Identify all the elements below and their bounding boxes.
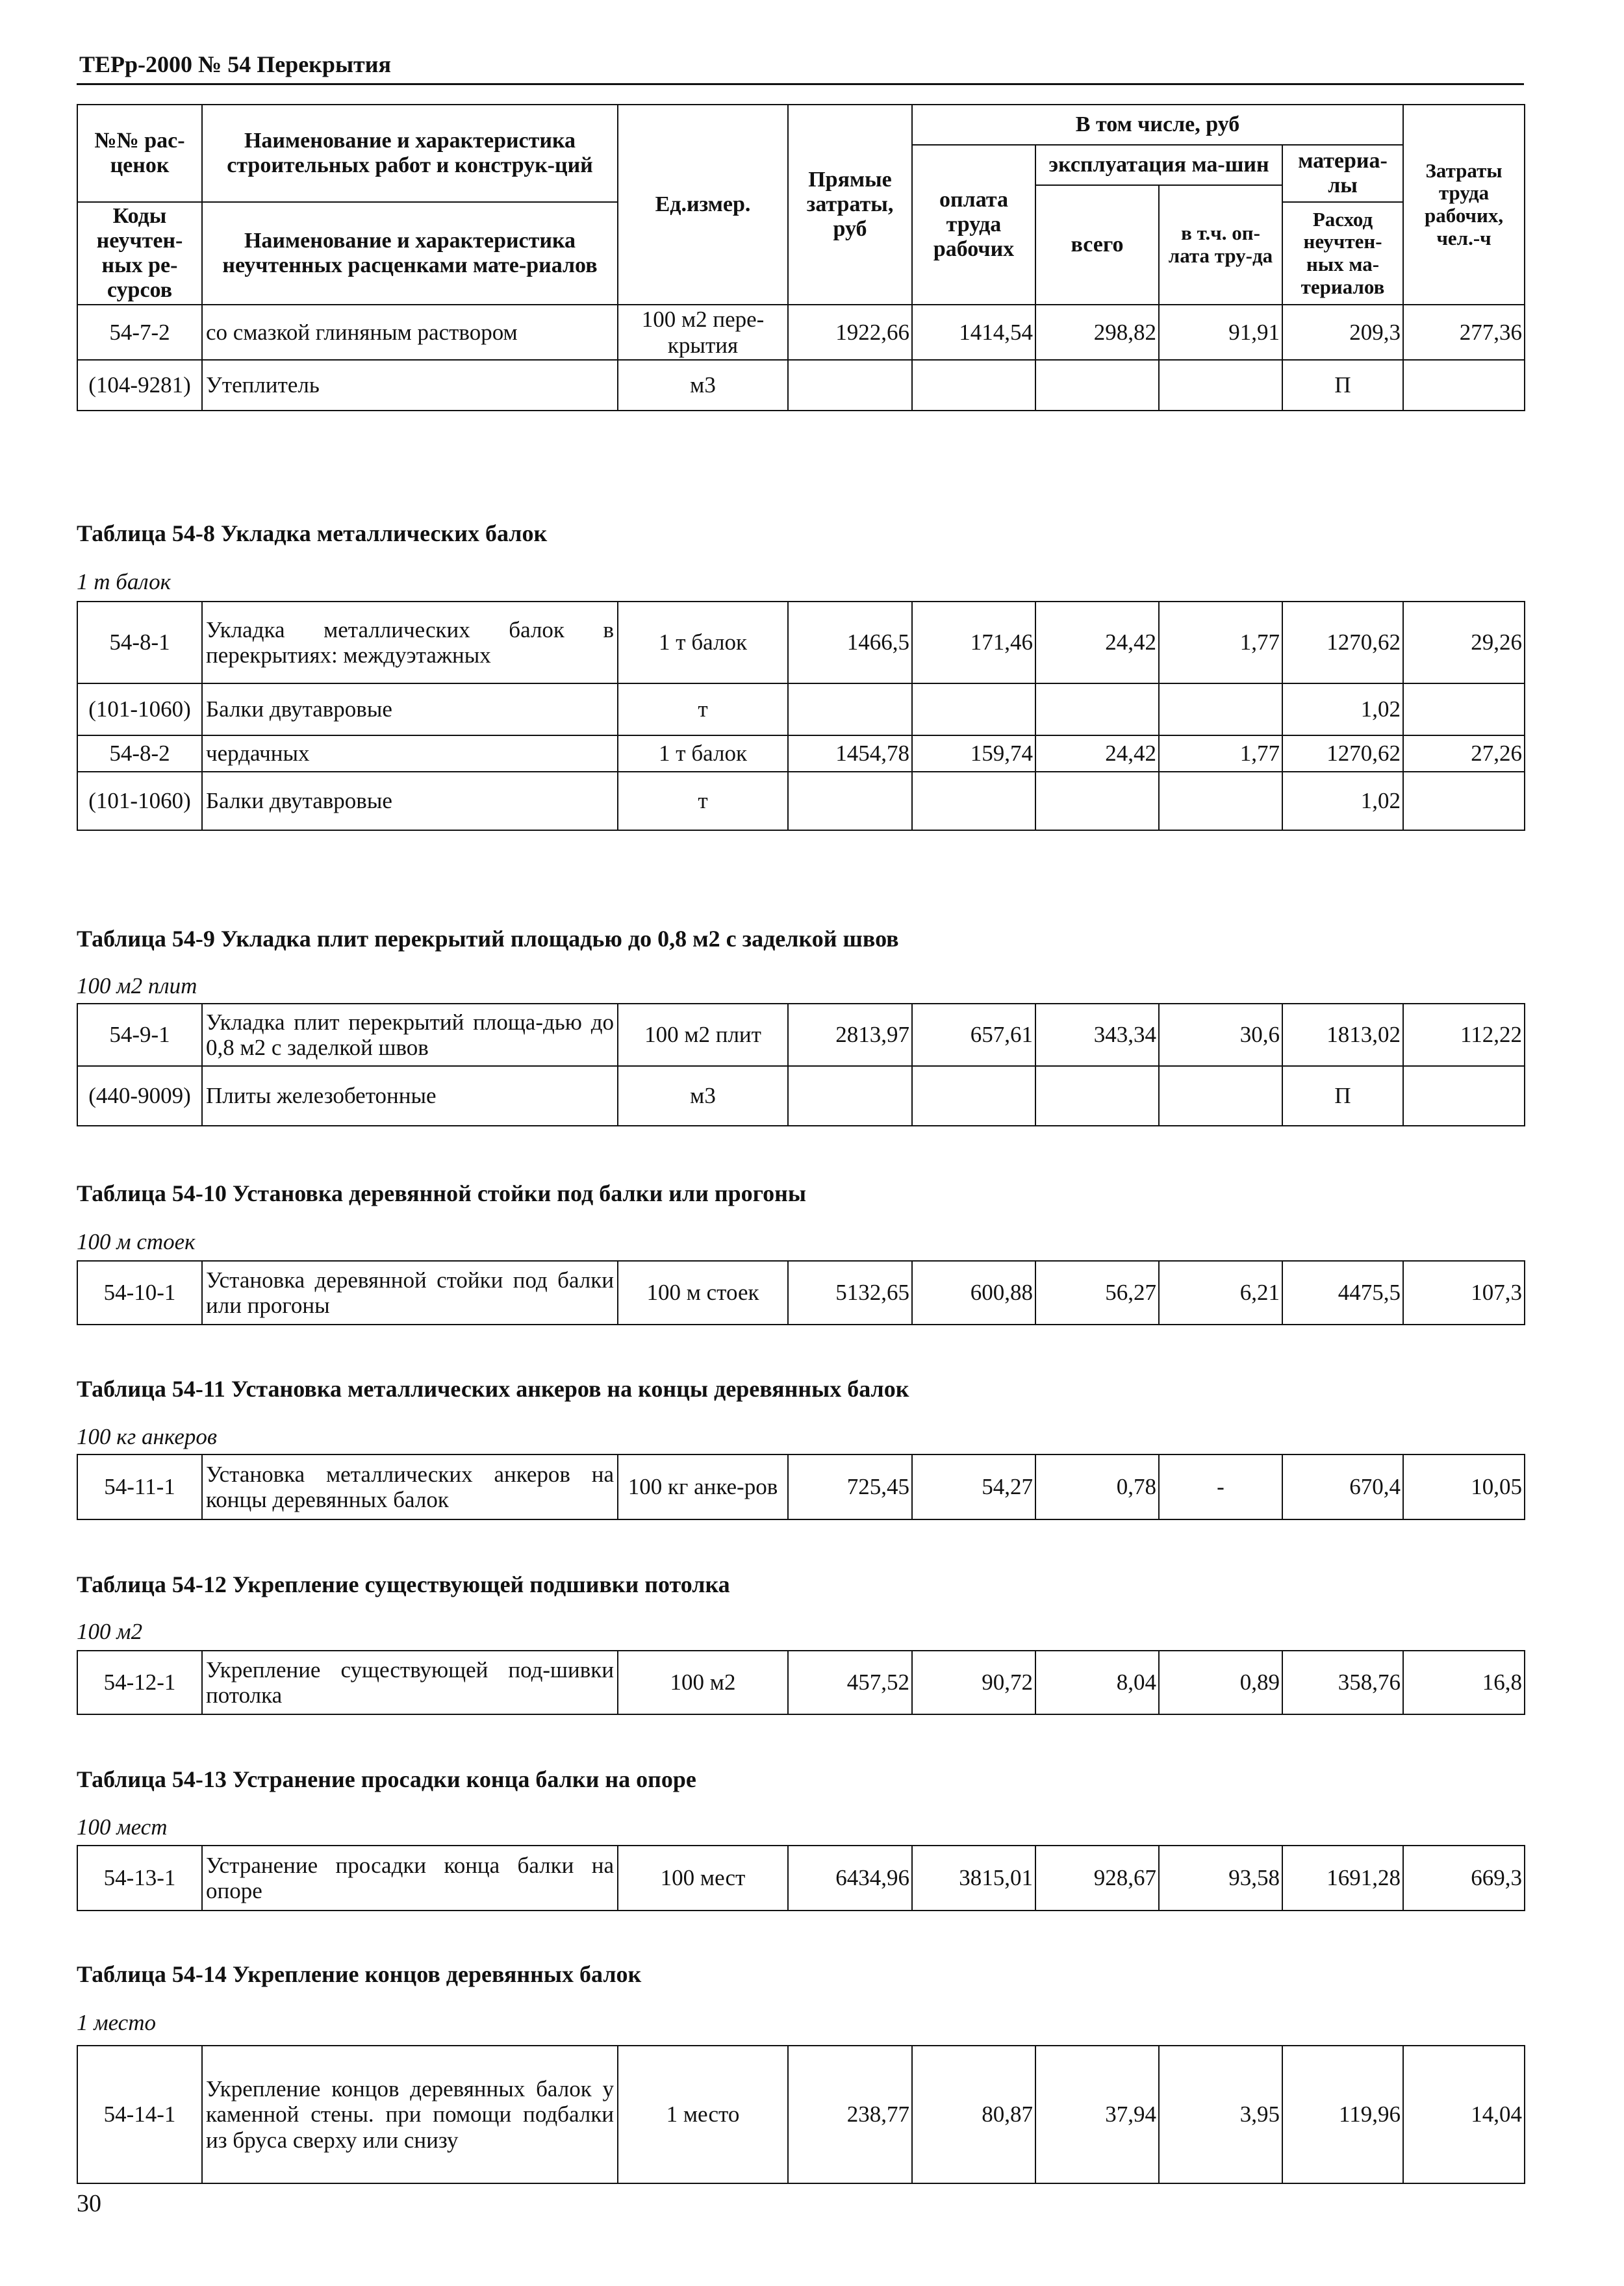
group-machines-header: эксплуатация ма-шин bbox=[1035, 145, 1282, 185]
table-row bbox=[77, 602, 1525, 683]
material-consumption: П bbox=[1282, 360, 1403, 411]
rates-table-header bbox=[77, 104, 1525, 411]
rate-name: Укрепление концов деревянных балок у каменной стены. при помощи подбалки из бруса сверху или снизу bbox=[202, 2046, 618, 2183]
labor-hours: 277,36 bbox=[1403, 305, 1525, 359]
wage-cost: 171,46 bbox=[912, 602, 1035, 683]
table-row bbox=[77, 683, 1525, 735]
labor-hours: 16,8 bbox=[1403, 1651, 1525, 1714]
resource-code: (104-9281) bbox=[77, 360, 202, 411]
direct-cost: 725,45 bbox=[788, 1454, 912, 1519]
col-machines-wage-header: в т.ч. оп-лата тру-да bbox=[1159, 185, 1282, 305]
rate-name: чердачных bbox=[202, 735, 618, 772]
material-name: Плиты железобетонные bbox=[202, 1066, 618, 1126]
rate-code: 54-14-1 bbox=[77, 2046, 202, 2183]
table-row bbox=[77, 305, 1525, 359]
material-consumption: П bbox=[1282, 1066, 1403, 1126]
wage-cost: 54,27 bbox=[912, 1454, 1035, 1519]
table-54-14-unit: 1 место bbox=[77, 2010, 156, 2035]
rate-code: 54-13-1 bbox=[77, 1846, 202, 1911]
table-row bbox=[77, 1651, 1525, 1714]
running-title: ТЕРр-2000 № 54 Перекрытия bbox=[79, 51, 391, 77]
labor-hours: 107,3 bbox=[1403, 1261, 1525, 1325]
rate-unit: 100 м2 пере-крытия bbox=[618, 305, 788, 359]
machines-wage: 1,77 bbox=[1159, 602, 1282, 683]
machines-wage: 3,95 bbox=[1159, 2046, 1282, 2183]
machines-cost: 56,27 bbox=[1035, 1261, 1159, 1325]
labor-hours: 10,05 bbox=[1403, 1454, 1525, 1519]
rate-name: Устранение просадки конца балки на опоре bbox=[202, 1846, 618, 1911]
table-54-12-unit: 100 м2 bbox=[77, 1619, 143, 1644]
table-54-11 bbox=[77, 1454, 1525, 1520]
rate-name: со смазкой глиняным раствором bbox=[202, 305, 618, 359]
rate-name: Установка деревянной стойки под балки или прогоны bbox=[202, 1261, 618, 1325]
machines-wage: 6,21 bbox=[1159, 1261, 1282, 1325]
direct-cost: 2813,97 bbox=[788, 1004, 912, 1066]
col-machines-total-header: всего bbox=[1035, 185, 1159, 305]
table-54-11-unit: 100 кг анкеров bbox=[77, 1424, 218, 1449]
rate-code: 54-10-1 bbox=[77, 1261, 202, 1325]
col-code-header: №№ рас-ценок bbox=[77, 105, 202, 202]
rate-unit: 1 т балок bbox=[618, 602, 788, 683]
rate-name: Установка металлических анкеров на концы деревянных балок bbox=[202, 1454, 618, 1519]
table-54-8 bbox=[77, 601, 1525, 831]
rate-code: 54-12-1 bbox=[77, 1651, 202, 1714]
direct-cost: 1922,66 bbox=[788, 305, 912, 359]
table-54-9 bbox=[77, 1003, 1525, 1126]
direct-cost: 5132,65 bbox=[788, 1261, 912, 1325]
rate-unit: 100 м2 bbox=[618, 1651, 788, 1714]
machines-cost: 0,78 bbox=[1035, 1454, 1159, 1519]
table-54-11-title: Таблица 54-11 Установка металлических анкеров на концы деревянных балок bbox=[77, 1376, 909, 1402]
material-unit: т bbox=[618, 683, 788, 735]
direct-cost: 1454,78 bbox=[788, 735, 912, 772]
machines-wage: 93,58 bbox=[1159, 1846, 1282, 1911]
rate-name: Укрепление существующей под-шивки потолка bbox=[202, 1651, 618, 1714]
materials-cost: 1270,62 bbox=[1282, 602, 1403, 683]
material-name: Балки двутавровые bbox=[202, 772, 618, 830]
col-direct-header: Прямые затраты, руб bbox=[788, 105, 912, 305]
table-row bbox=[77, 1066, 1525, 1126]
table-54-12-title: Таблица 54-12 Укрепление существующей подшивки потолка bbox=[77, 1571, 730, 1597]
table-54-10 bbox=[77, 1260, 1525, 1325]
table-54-9-unit: 100 м2 плит bbox=[77, 973, 197, 998]
rate-code: 54-11-1 bbox=[77, 1454, 202, 1519]
material-unit: т bbox=[618, 772, 788, 830]
table-54-14-title: Таблица 54-14 Укрепление концов деревянных балок bbox=[77, 1961, 642, 1987]
material-unit: м3 bbox=[618, 360, 788, 411]
direct-cost: 6434,96 bbox=[788, 1846, 912, 1911]
labor-hours: 112,22 bbox=[1403, 1004, 1525, 1066]
col-name2-header: Наименование и характеристика неучтенных расценками мате-риалов bbox=[202, 202, 618, 305]
col-materials-header: материа-лы bbox=[1282, 145, 1403, 202]
machines-cost: 928,67 bbox=[1035, 1846, 1159, 1911]
col-wage-header: оплата труда рабочих bbox=[912, 145, 1035, 305]
material-unit: м3 bbox=[618, 1066, 788, 1126]
wage-cost: 657,61 bbox=[912, 1004, 1035, 1066]
rate-code: 54-8-1 bbox=[77, 602, 202, 683]
material-consumption: 1,02 bbox=[1282, 772, 1403, 830]
col-name-header: Наименование и характеристика строительных работ и конструк-ций bbox=[202, 105, 618, 202]
table-54-9-title: Таблица 54-9 Укладка плит перекрытий площадью до 0,8 м2 с заделкой швов bbox=[77, 926, 899, 952]
rate-unit: 100 мест bbox=[618, 1846, 788, 1911]
wage-cost: 159,74 bbox=[912, 735, 1035, 772]
table-54-10-unit: 100 м стоек bbox=[77, 1229, 196, 1254]
materials-cost: 1813,02 bbox=[1282, 1004, 1403, 1066]
machines-cost: 37,94 bbox=[1035, 2046, 1159, 2183]
rate-unit: 1 место bbox=[618, 2046, 788, 2183]
materials-cost: 119,96 bbox=[1282, 2046, 1403, 2183]
direct-cost: 238,77 bbox=[788, 2046, 912, 2183]
labor-hours: 14,04 bbox=[1403, 2046, 1525, 2183]
materials-cost: 209,3 bbox=[1282, 305, 1403, 359]
table-row bbox=[77, 735, 1525, 772]
rate-code: 54-9-1 bbox=[77, 1004, 202, 1066]
machines-cost: 343,34 bbox=[1035, 1004, 1159, 1066]
materials-cost: 1270,62 bbox=[1282, 735, 1403, 772]
wage-cost: 80,87 bbox=[912, 2046, 1035, 2183]
labor-hours: 29,26 bbox=[1403, 602, 1525, 683]
labor-hours: 669,3 bbox=[1403, 1846, 1525, 1911]
wage-cost: 3815,01 bbox=[912, 1846, 1035, 1911]
table-54-8-unit: 1 т балок bbox=[77, 569, 171, 594]
rate-unit: 1 т балок bbox=[618, 735, 788, 772]
materials-cost: 670,4 bbox=[1282, 1454, 1403, 1519]
wage-cost: 90,72 bbox=[912, 1651, 1035, 1714]
resource-code: (101-1060) bbox=[77, 772, 202, 830]
col-labor-header: Затраты труда рабочих, чел.-ч bbox=[1403, 105, 1525, 305]
table-54-8-title: Таблица 54-8 Укладка металлических балок bbox=[77, 520, 548, 546]
machines-cost: 298,82 bbox=[1035, 305, 1159, 359]
machines-wage: 30,6 bbox=[1159, 1004, 1282, 1066]
materials-cost: 1691,28 bbox=[1282, 1846, 1403, 1911]
col-materials2-header: Расход неучтен-ных ма-териалов bbox=[1282, 202, 1403, 305]
direct-cost: 457,52 bbox=[788, 1651, 912, 1714]
machines-wage: 91,91 bbox=[1159, 305, 1282, 359]
machines-wage: 0,89 bbox=[1159, 1651, 1282, 1714]
table-54-10-title: Таблица 54-10 Установка деревянной стойки под балки или прогоны bbox=[77, 1180, 806, 1206]
col-code2-header: Коды неучтен-ных ре-сурсов bbox=[77, 202, 202, 305]
machines-wage: 1,77 bbox=[1159, 735, 1282, 772]
resource-code: (101-1060) bbox=[77, 683, 202, 735]
rate-name: Укладка плит перекрытий площа-дью до 0,8 м2 с заделкой швов bbox=[202, 1004, 618, 1066]
rate-code: 54-7-2 bbox=[77, 305, 202, 359]
table-row bbox=[77, 1846, 1525, 1911]
table-54-13-unit: 100 мест bbox=[77, 1814, 168, 1840]
table-54-14 bbox=[77, 2045, 1525, 2184]
group-incl-header: В том числе, руб bbox=[912, 105, 1403, 145]
machines-cost: 24,42 bbox=[1035, 602, 1159, 683]
table-row bbox=[77, 1261, 1525, 1325]
machines-cost: 24,42 bbox=[1035, 735, 1159, 772]
rate-code: 54-8-2 bbox=[77, 735, 202, 772]
material-name: Балки двутавровые bbox=[202, 683, 618, 735]
wage-cost: 1414,54 bbox=[912, 305, 1035, 359]
rate-unit: 100 м2 плит bbox=[618, 1004, 788, 1066]
col-unit-header: Ед.измер. bbox=[618, 105, 788, 305]
resource-code: (440-9009) bbox=[77, 1066, 202, 1126]
page-number: 30 bbox=[77, 2190, 101, 2217]
table-row bbox=[77, 772, 1525, 830]
labor-hours: 27,26 bbox=[1403, 735, 1525, 772]
wage-cost: 600,88 bbox=[912, 1261, 1035, 1325]
machines-wage: - bbox=[1159, 1454, 1282, 1519]
table-54-12 bbox=[77, 1650, 1525, 1715]
rate-name: Укладка металлических балок в перекрытиях: междуэтажных bbox=[202, 602, 618, 683]
direct-cost: 1466,5 bbox=[788, 602, 912, 683]
material-consumption: 1,02 bbox=[1282, 683, 1403, 735]
header-rule bbox=[77, 83, 1524, 85]
table-row bbox=[77, 1454, 1525, 1519]
table-54-13-title: Таблица 54-13 Устранение просадки конца балки на опоре bbox=[77, 1766, 696, 1792]
material-name: Утеплитель bbox=[202, 360, 618, 411]
materials-cost: 358,76 bbox=[1282, 1651, 1403, 1714]
table-54-13 bbox=[77, 1845, 1525, 1911]
rate-unit: 100 кг анке-ров bbox=[618, 1454, 788, 1519]
table-row bbox=[77, 1004, 1525, 1066]
table-row bbox=[77, 360, 1525, 411]
materials-cost: 4475,5 bbox=[1282, 1261, 1403, 1325]
rate-unit: 100 м стоек bbox=[618, 1261, 788, 1325]
machines-cost: 8,04 bbox=[1035, 1651, 1159, 1714]
table-row bbox=[77, 2046, 1525, 2183]
